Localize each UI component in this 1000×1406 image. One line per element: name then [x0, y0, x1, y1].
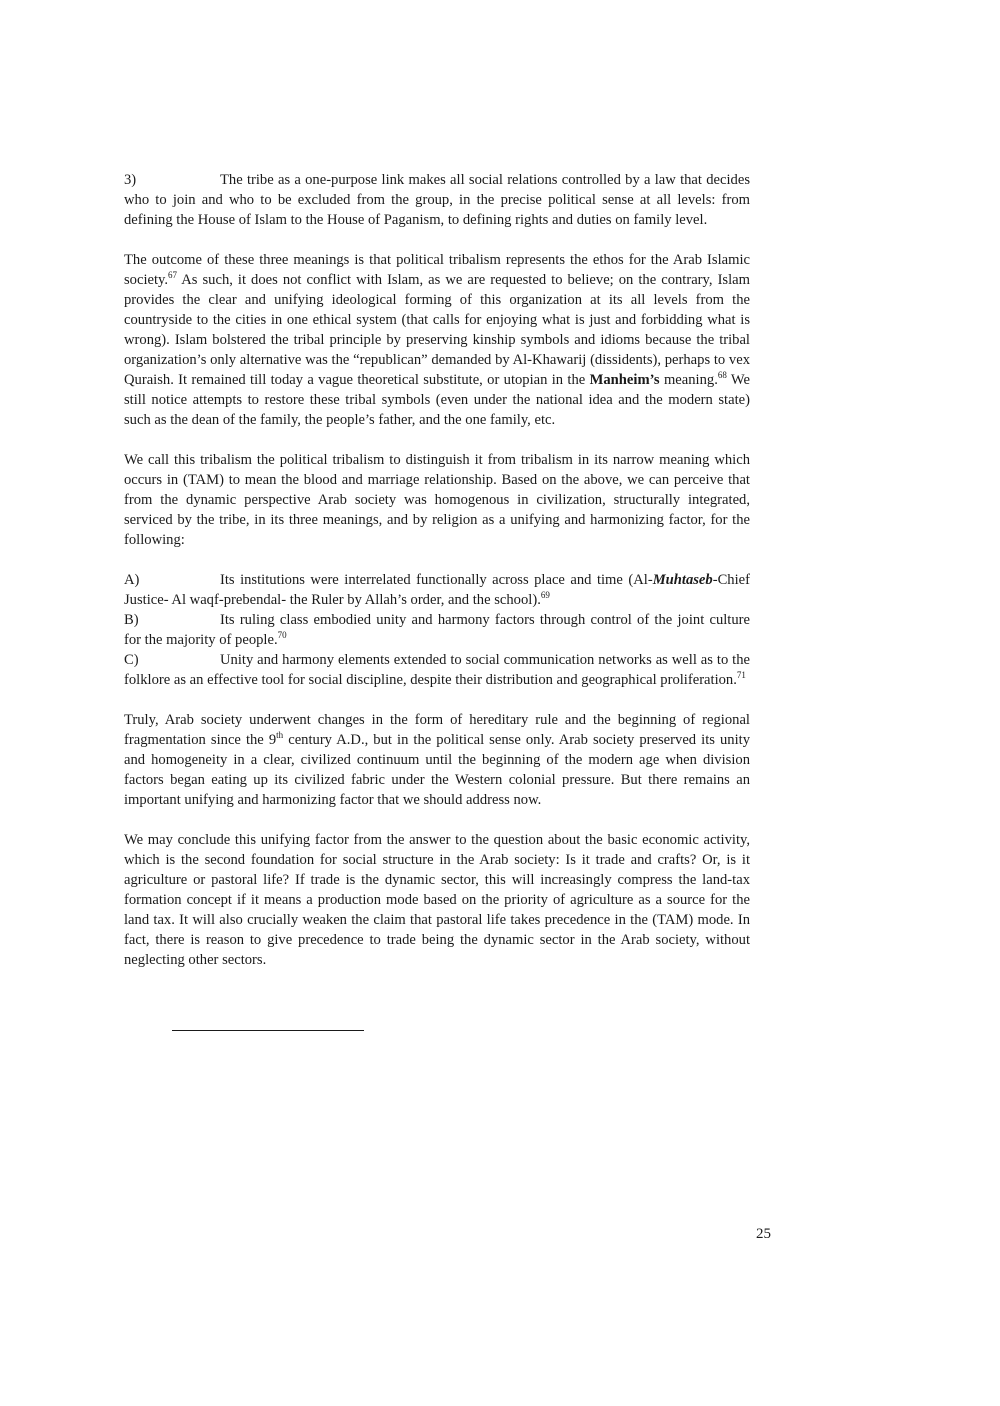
list-item-b — [124, 610, 750, 650]
paragraph-tribalism-definition — [124, 450, 750, 550]
factor-list — [124, 570, 750, 690]
list-item-a — [124, 570, 750, 610]
paragraph-text: We call this tribalism the political tribalism to distinguish it from tribalism in its narrow meaning which occurs in (TAM) to mean the blood and marriage relationship. Based on the above, we can perceive that from the dynamic perspective Arab society was homogenous in civilization, structurally integrated, serviced by the tribe, in its three meanings, and by religion as a unifying and harmonizing factor, for the following: — [124, 452, 750, 548]
bold-italic-term: Muhtaseb — [652, 572, 713, 588]
paragraph-text: Truly, Arab society underwent changes in the form of hereditary rule and the beginning of regional fragmentation since the 9 — [124, 712, 750, 748]
list-marker: A) — [124, 572, 140, 588]
footnote-ref-71: 71 — [736, 670, 746, 681]
footnote-ref-67: 67 — [168, 270, 178, 281]
list-item-text: Unity and harmony elements extended to social communication networks as well as to the folklore as an effective tool for social discipline, despite their distribution and geographical proliferation. — [124, 652, 750, 688]
paragraph-text: meaning. — [659, 372, 718, 388]
page-number: 25 — [756, 1226, 771, 1242]
list-item-c — [124, 650, 750, 690]
list-item-text: -Chief Justice- Al waqf-prebendal- the Ruler by Allah’s order, and the school). — [124, 572, 750, 608]
list-marker: B) — [124, 612, 139, 628]
footnote-ref-69: 69 — [540, 590, 550, 601]
bold-term: Manheim’s — [589, 372, 660, 388]
list-marker: C) — [124, 652, 139, 668]
paragraph-political-tribalism — [124, 250, 750, 430]
paragraph-text: We still notice attempts to restore these tribal symbols (even under the national idea and the modern state) such as the dean of the family, the people’s father, and the one family, etc. — [124, 372, 750, 428]
footnote-ref-70: 70 — [277, 630, 287, 641]
list-item-text: Its institutions were interrelated functionally across place and time (Al- — [220, 572, 653, 588]
list-marker: 3) — [124, 172, 137, 188]
footnote-separator — [172, 1030, 364, 1031]
paragraph-text: As such, it does not conflict with Islam, as we are requested to believe; on the contrary, Islam provides the clear and unifying ideological forming of this organization at its all levels from the countryside to the cities in one ethical system (that calls for enjoying what is just and forbidding what is wrong). Islam bolstered the tribal principle by preserving kinship symbols and idioms because the tribal organization’s only alternative was the “republican” demanded by Al-Khawarij (dissidents), perhaps to vex Quraish. It remained till today a vague theoretical substitute, or utopian in the — [124, 272, 750, 388]
paragraph-text: The outcome of these three meanings is that political tribalism represents the ethos for the Arab Islamic society. — [124, 252, 750, 288]
paragraph-point-3 — [124, 170, 750, 230]
paragraph-economic-activity — [124, 830, 750, 970]
ordinal-suffix: th — [276, 730, 284, 741]
paragraph-historical-change — [124, 710, 750, 810]
list-item-text: Its ruling class embodied unity and harmony factors through control of the joint culture for the majority of people. — [124, 612, 750, 648]
paragraph-text: century A.D., but in the political sense only. Arab society preserved its unity and homogeneity in a clear, civilized continuum until the beginning of the modern age when division factors began eating up its civilized fabric under the Western colonial pressure. But there remains an important unifying and harmonizing factor that we should address now. — [124, 732, 750, 808]
body-text — [124, 170, 750, 990]
footnote-ref-68: 68 — [717, 370, 727, 381]
paragraph-text: The tribe as a one-purpose link makes all social relations controlled by a law that decides who to join and who to be excluded from the group, in the precise political sense at all levels: from defining the House of Islam to the House of Paganism, to defining rights and duties on family level. — [124, 172, 750, 228]
paragraph-text: We may conclude this unifying factor from the answer to the question about the basic economic activity, which is the second foundation for social structure in the Arab society: Is it trade and crafts? Or, is it agriculture or pastoral life? If trade is the dynamic sector, this will increasingly compress the land-tax formation concept if it means a production mode based on the priority of agriculture as a source for the land tax. It will also crucially weaken the claim that pastoral life takes precedence in the (TAM) mode. In fact, there is reason to give precedence to trade being the dynamic sector in the Arab society, without neglecting other sectors. — [124, 832, 750, 968]
